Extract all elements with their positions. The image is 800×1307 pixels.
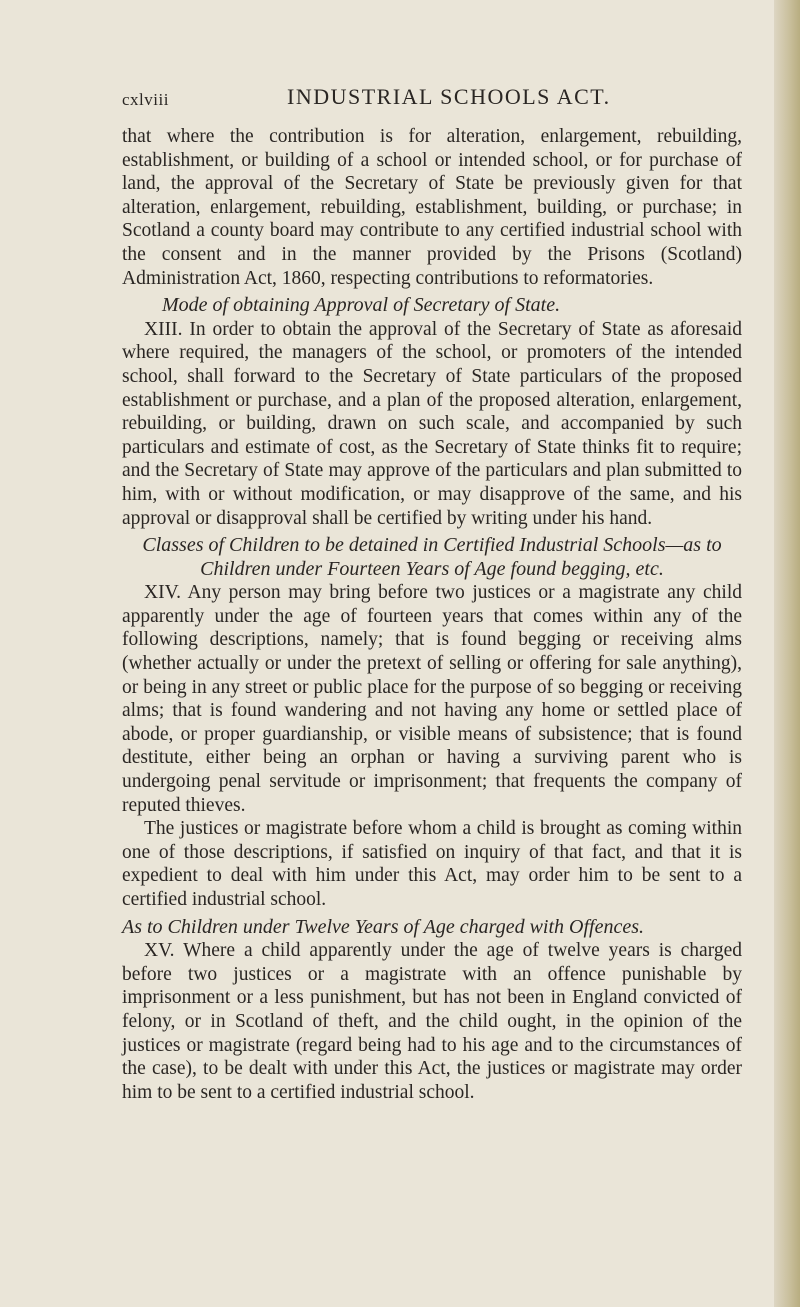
page-body [122,125,742,1104]
section-15: XV. Where a child apparently under the age of twelve years is charged before two justices or a magistrate with an offence punishable by imprisonment or a less punishment, but has not been in England convicted of felony, or in Scotland of theft, and the child ought, in the opinion of the justices or magistrate (regard being had to his age and to the circumstances of the case), to be dealt with under this Act, the justices or magistrate may order him to be sent to a certified industrial school. [122,940,742,1103]
page-edge [774,0,800,1307]
section-heading-14: Classes of Children to be detained in Certified Industrial Schools—as to Children under Fourteen Years of Age found begging, etc. [142,534,722,580]
paragraph-continued: that where the contribution is for alteration, enlargement, rebuilding, establishment, or building of a school or intended school, or for purchase of land, the approval of the Secretary of State be previously given for that alteration, enlargement, rebuilding, establishment, building, or purchase; in Scotland a county board may contribute to any certified industrial school with the consent and in the manner provided by the Prisons (Scotland) Administration Act, 1860, respecting contributions to reformatories. [122,126,742,289]
page-header [122,84,740,114]
section-14-continued: The justices or magistrate before whom a child is brought as coming within one of those descriptions, if satisfied on inquiry of that fact, and that it is expedient to deal with him under this Act, may order him to be sent to a certified industrial school. [122,818,742,910]
page-number: cxlviii [122,90,169,109]
section-heading-13: Mode of obtaining Approval of Secretary of State. [162,294,561,317]
section-heading-15: As to Children under Twelve Years of Age charged with Offences. [122,915,644,938]
section-13: XIII. In order to obtain the approval of the Secretary of State as aforesaid where required, the managers of the school, or promoters of the intended school, shall forward to the Secretary of State particulars of the proposed establishment or purchase, and a plan of the proposed alteration, enlargement, rebuilding, or building, drawn on such scale, and accompanied by such particulars and estimate of cost, as the Secretary of State thinks fit to require; and the Secretary of State may approve of the particulars and plan submitted to him, with or without modification, or may disapprove of the same, and his approval or disapproval shall be certified by writing under his hand. [122,318,742,529]
running-head: INDUSTRIAL SCHOOLS ACT. [287,84,611,109]
section-14: XIV. Any person may bring before two justices or a magistrate any child apparently under the age of fourteen years that comes within any of the following descriptions, namely; that is found begging or receiving alms (whether actually or under the pretext of selling or offering for sale anything), or being in any street or public place for the purpose of so begging or receiving alms; that is found wandering and not having any home or settled place of abode, or proper guardianship, or visible means of subsistence; that is found destitute, either being an orphan or having a surviving parent who is undergoing penal servitude or imprisonment; that frequents the company of reputed thieves. [122,582,742,816]
